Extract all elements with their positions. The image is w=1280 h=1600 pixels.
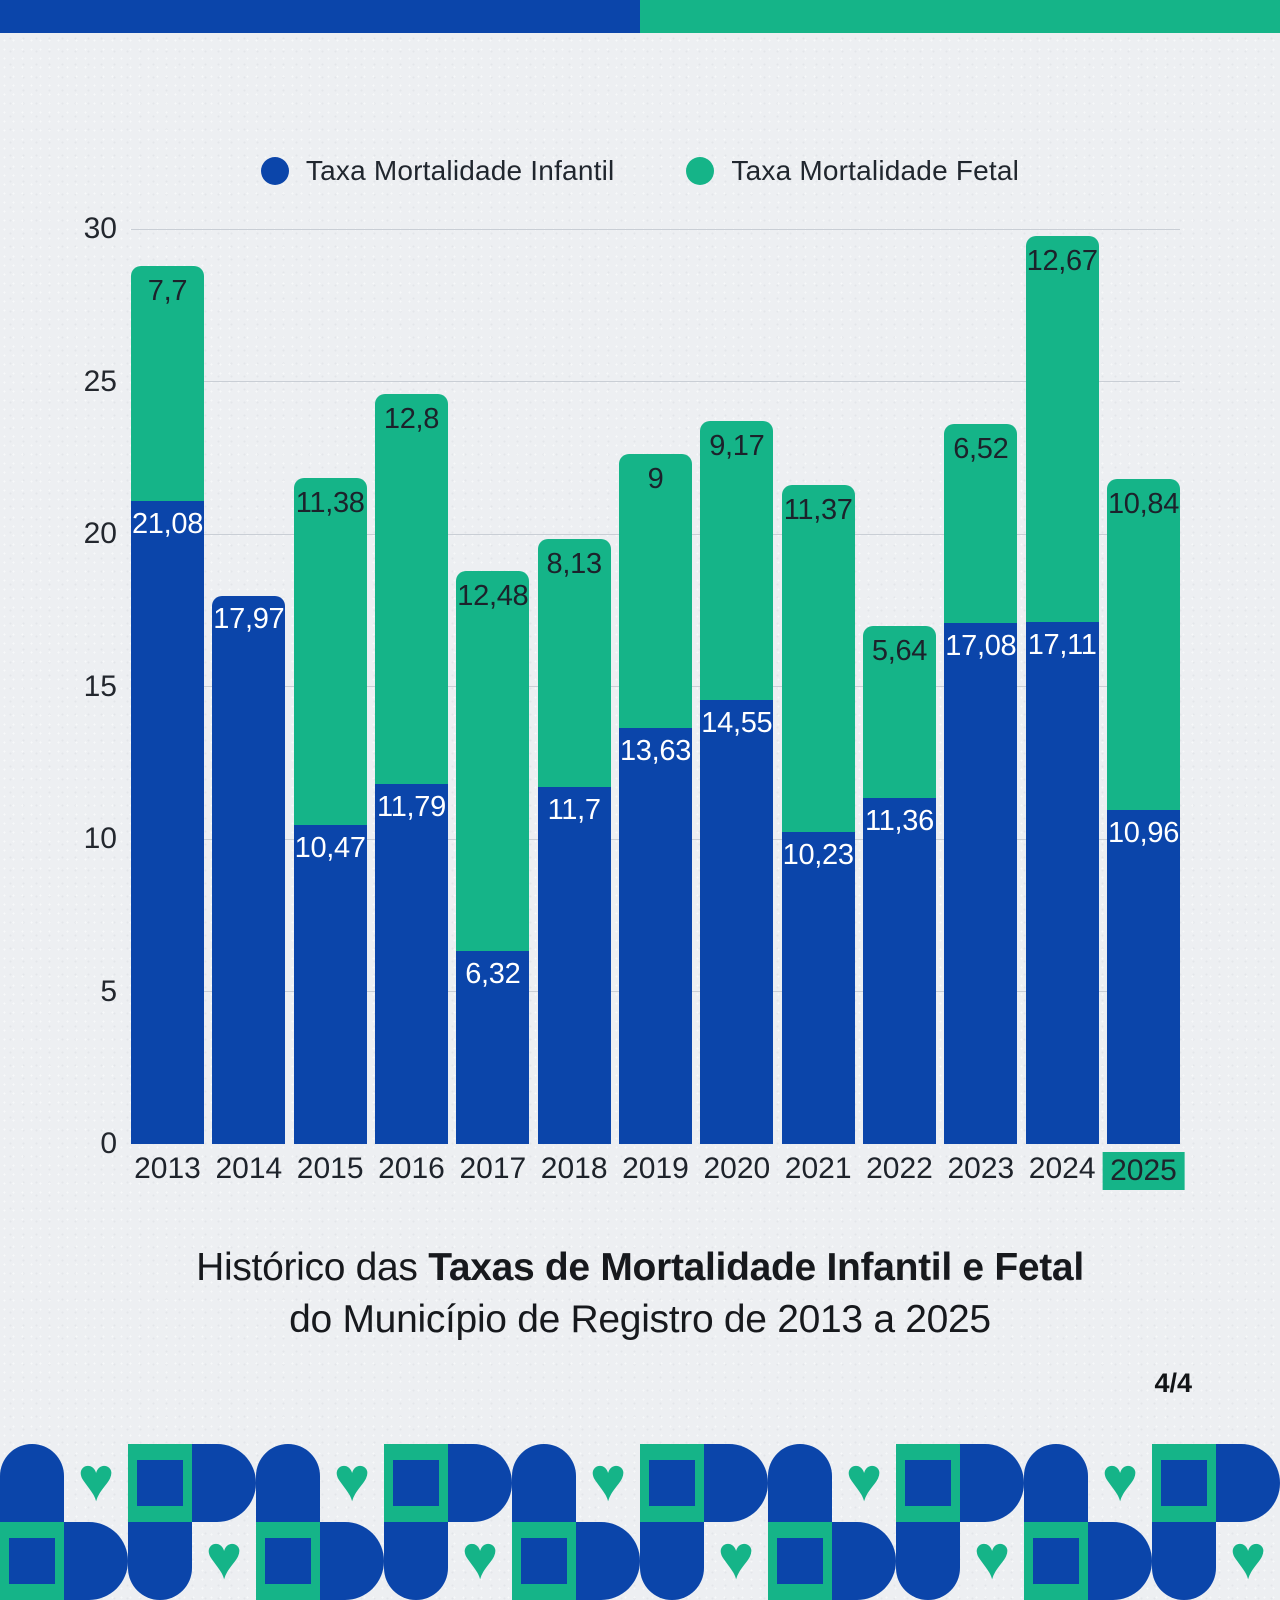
heart-glyph: ♥ [717, 1523, 755, 1593]
pill-bottom-shape [1152, 1522, 1216, 1600]
cross-glyph [265, 1538, 311, 1584]
heart-icon [832, 1444, 896, 1522]
cross-glyph [137, 1460, 183, 1506]
heart-icon [192, 1522, 256, 1600]
bar-segment-infantil-2021 [782, 832, 855, 1144]
bar-value-label: 5,64 [871, 634, 928, 667]
medical-cross-icon [128, 1444, 192, 1522]
bar-value-label: 11,79 [377, 791, 446, 824]
bar-segment-fetal-2023 [944, 424, 1017, 623]
bar-value-label: 8,13 [546, 548, 602, 581]
pill-bottom-shape [384, 1522, 448, 1600]
cross-glyph [9, 1538, 55, 1584]
bar-segment-infantil-2017 [456, 951, 529, 1144]
x-axis [131, 1152, 1180, 1196]
footer-decorative-pattern [0, 1444, 1280, 1600]
bar-segment-infantil-2019 [619, 728, 692, 1144]
cross-glyph [905, 1460, 951, 1506]
heart-icon [576, 1444, 640, 1522]
bar-value-label: 9 [647, 462, 664, 495]
bar-segment-infantil-2016 [375, 784, 448, 1144]
bar-2019 [619, 454, 692, 1144]
x-axis-label-2016: 2016 [378, 1152, 445, 1185]
bar-value-label: 17,11 [1027, 629, 1097, 662]
pill-right-shape [192, 1444, 256, 1522]
legend-label: Taxa Mortalidade Infantil [305, 155, 615, 186]
bar-2024 [1026, 236, 1099, 1144]
title-line-1 [0, 1242, 1280, 1294]
bar-value-label: 13,63 [619, 735, 692, 768]
bar-value-label: 17,97 [213, 602, 285, 635]
x-axis-label-2021: 2021 [784, 1152, 852, 1185]
bar-value-label: 6,52 [953, 433, 1009, 466]
bar-value-label: 12,8 [383, 403, 440, 436]
bar-2015 [294, 478, 367, 1144]
bar-2017 [456, 571, 529, 1144]
bar-value-label: 10,84 [1107, 488, 1180, 521]
heart-glyph: ♥ [205, 1523, 243, 1593]
heart-glyph: ♥ [845, 1445, 883, 1515]
bar-segment-fetal-2018 [538, 539, 611, 787]
medical-cross-icon [896, 1444, 960, 1522]
bar-segment-infantil-2024 [1026, 622, 1099, 1144]
x-axis-label-2013: 2013 [134, 1152, 201, 1185]
cross-glyph [521, 1538, 567, 1584]
bar-segment-infantil-2022 [863, 798, 936, 1144]
medical-cross-icon [768, 1522, 832, 1600]
bar-segment-fetal-2024 [1026, 236, 1099, 622]
pill-bottom-shape [896, 1522, 960, 1600]
medical-cross-icon [512, 1522, 576, 1600]
bar-segment-infantil-2025 [1107, 810, 1180, 1144]
heart-icon [64, 1444, 128, 1522]
bar-segment-infantil-2020 [700, 700, 773, 1144]
gridline-25 [131, 381, 1180, 382]
bar-2013 [131, 266, 204, 1144]
bar-segment-fetal-2013 [131, 266, 204, 501]
x-axis-label-2023: 2023 [947, 1152, 1015, 1185]
heart-glyph: ♥ [973, 1523, 1011, 1593]
heart-icon [1088, 1444, 1152, 1522]
x-axis-label-2018: 2018 [540, 1152, 608, 1185]
bar-2016 [375, 394, 448, 1144]
bar-segment-infantil-2013 [131, 501, 204, 1144]
heart-glyph: ♥ [1101, 1445, 1139, 1515]
bar-value-label: 14,55 [701, 707, 773, 740]
x-axis-label-2017: 2017 [459, 1152, 527, 1185]
title-line-2: do Município de Registro de 2013 a 2025 [289, 1298, 991, 1341]
y-axis-tick-label-10: 10 [83, 822, 117, 855]
bar-value-label: 11,37 [783, 494, 853, 527]
pill-top-shape [768, 1444, 832, 1522]
pill-top-shape [256, 1444, 320, 1522]
bar-value-label: 11,36 [865, 804, 934, 837]
bar-value-label: 10,23 [782, 839, 854, 871]
chart-title [0, 1242, 1280, 1346]
pill-top-shape [512, 1444, 576, 1522]
medical-cross-icon [256, 1522, 320, 1600]
title-bold-part: Taxas de Mortalidade Infantil e Fetal [428, 1246, 1084, 1289]
pill-right-shape [448, 1444, 512, 1522]
bar-2020 [700, 421, 773, 1144]
bar-2018 [538, 539, 611, 1144]
x-axis-label-2019: 2019 [622, 1152, 689, 1185]
y-axis-tick-label-0: 0 [100, 1127, 117, 1160]
bar-2022 [863, 626, 936, 1144]
bar-value-label: 12,48 [457, 579, 529, 612]
pill-right-shape [576, 1522, 640, 1600]
page-indicator: 4/4 [1154, 1368, 1192, 1398]
heart-glyph: ♥ [589, 1445, 627, 1515]
bar-value-label: 11,7 [547, 794, 601, 827]
x-axis-label-2014: 2014 [215, 1152, 283, 1185]
x-axis-label-2025: 2025 [1102, 1152, 1185, 1190]
medical-cross-icon [0, 1522, 64, 1600]
cross-glyph [1033, 1538, 1079, 1584]
heart-glyph: ♥ [77, 1445, 115, 1515]
medical-cross-icon [1152, 1444, 1216, 1522]
heart-icon [1216, 1522, 1280, 1600]
pill-bottom-shape [640, 1522, 704, 1600]
heart-icon [960, 1522, 1024, 1600]
x-axis-label-2020: 2020 [703, 1152, 771, 1185]
bar-value-label: 6,32 [465, 958, 521, 991]
x-axis-label-2022: 2022 [866, 1152, 933, 1185]
bar-segment-infantil-2015 [294, 825, 367, 1144]
heart-icon [448, 1522, 512, 1600]
bar-value-label: 17,08 [945, 630, 1017, 663]
heart-icon [320, 1444, 384, 1522]
plot-area [131, 229, 1180, 1144]
cross-glyph [393, 1460, 439, 1506]
bar-segment-fetal-2016 [375, 394, 448, 784]
y-axis-tick-label-15: 15 [83, 669, 117, 703]
bar-segment-fetal-2021 [782, 485, 855, 832]
bar-segment-fetal-2020 [700, 421, 773, 701]
medical-cross-icon [640, 1444, 704, 1522]
bar-value-label: 12,67 [1026, 244, 1098, 277]
pill-right-shape [320, 1522, 384, 1600]
heart-icon [704, 1522, 768, 1600]
pill-right-shape [1088, 1522, 1152, 1600]
legend-label: Taxa Mortalidade Fetal [731, 155, 1020, 186]
bar-2014 [212, 596, 285, 1144]
cross-glyph [1161, 1460, 1207, 1506]
pill-top-shape [1024, 1444, 1088, 1522]
y-axis-tick-label-5: 5 [100, 974, 117, 1008]
pill-top-shape [0, 1444, 64, 1522]
pill-right-shape [832, 1522, 896, 1600]
heart-glyph: ♥ [1229, 1523, 1267, 1593]
bar-segment-fetal-2022 [863, 626, 936, 798]
x-axis-label-2015: 2015 [296, 1152, 364, 1185]
title-prefix: Histórico das [196, 1246, 429, 1289]
pill-bottom-shape [128, 1522, 192, 1600]
medical-cross-icon [1024, 1522, 1088, 1600]
cross-glyph [777, 1538, 823, 1584]
bar-segment-infantil-2018 [538, 787, 611, 1144]
y-axis-tick-label-25: 25 [83, 364, 117, 398]
bar-segment-infantil-2023 [944, 623, 1017, 1144]
heart-glyph: ♥ [461, 1523, 499, 1593]
bar-segment-fetal-2015 [294, 478, 367, 825]
y-axis-tick-label-30: 30 [83, 212, 117, 245]
medical-cross-icon [384, 1444, 448, 1522]
bar-segment-infantil-2014 [212, 596, 285, 1144]
bar-segment-fetal-2019 [619, 454, 692, 729]
pill-right-shape [704, 1444, 768, 1522]
bar-segment-fetal-2025 [1107, 479, 1180, 810]
x-axis-label-2024: 2024 [1028, 1152, 1096, 1185]
bar-segment-fetal-2017 [456, 571, 529, 952]
cross-glyph [649, 1460, 695, 1506]
y-axis-tick-label-20: 20 [83, 517, 117, 550]
gridline-30 [131, 229, 1180, 230]
bar-value-label: 10,96 [1107, 816, 1180, 849]
bar-value-label: 11,38 [295, 486, 365, 519]
bar-value-label: 21,08 [131, 508, 204, 541]
bar-2021 [782, 485, 855, 1144]
pill-right-shape [960, 1444, 1024, 1522]
bar-2023 [944, 424, 1017, 1144]
bar-2025 [1107, 479, 1180, 1144]
heart-glyph: ♥ [333, 1445, 371, 1515]
pill-right-shape [1216, 1444, 1280, 1522]
bar-value-label: 7,7 [147, 275, 188, 308]
pill-right-shape [64, 1522, 128, 1600]
bar-value-label: 10,47 [294, 831, 366, 864]
bar-value-label: 9,17 [709, 429, 765, 462]
